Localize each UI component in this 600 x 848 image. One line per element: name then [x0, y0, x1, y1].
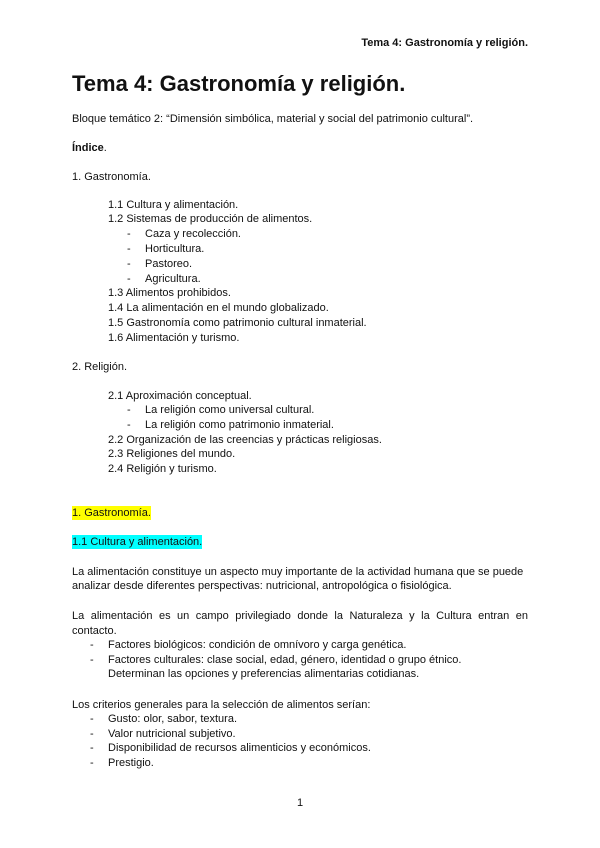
- index-subitem-text: La religión como patrimonio inmaterial.: [145, 419, 334, 431]
- bullet-text: Valor nutricional subjetivo.: [108, 728, 236, 740]
- index-item: 1.6 Alimentación y turismo.: [108, 332, 240, 344]
- index-item: 1.1 Cultura y alimentación.: [108, 199, 239, 211]
- paragraph-line: analizar desde diferentes perspectivas: nutricional, antropológica o fisiológica.: [72, 580, 452, 592]
- bullet-text: Disponibilidad de recursos alimenticios y económicos.: [108, 742, 371, 754]
- bullet-text: Gusto: olor, sabor, textura.: [108, 713, 238, 725]
- index-subitem: [127, 272, 201, 286]
- index-subitem-text: Caza y recolección.: [145, 228, 241, 240]
- index-item: 2. Religión.: [72, 361, 128, 373]
- index-item: 1.4 La alimentación en el mundo globalizado.: [108, 302, 329, 314]
- section-heading-cultura: 1.1 Cultura y alimentación.: [72, 536, 203, 548]
- bullet-item: [90, 712, 238, 726]
- index-subitem: [127, 242, 205, 256]
- index-subitem: [127, 403, 315, 417]
- bullet-text: Factores biológicos: condición de omnívoro y carga genética.: [108, 639, 407, 651]
- dash: -: [90, 639, 94, 651]
- dash: -: [127, 419, 131, 431]
- bullet-item: [90, 756, 154, 770]
- dash: -: [127, 228, 131, 240]
- index-item: 2.1 Aproximación conceptual.: [108, 390, 252, 402]
- dash: -: [90, 728, 94, 740]
- paragraph-line: La alimentación constituye un aspecto muy importante de la actividad humana que se puede: [72, 566, 524, 578]
- index-subitem: [127, 418, 334, 432]
- index-subitem-text: Horticultura.: [145, 243, 205, 255]
- section-heading-gastronomia: 1. Gastronomía.: [72, 507, 151, 519]
- dash: -: [90, 713, 94, 725]
- bullet-text: Factores culturales: clase social, edad, género, identidad o grupo étnico.: [108, 654, 462, 666]
- bullet-item: [90, 727, 236, 741]
- index-subitem: [127, 257, 193, 271]
- index-item: 2.3 Religiones del mundo.: [108, 448, 236, 460]
- dash: -: [127, 404, 131, 416]
- bullet-continuation: Determinan las opciones y preferencias alimentarias cotidianas.: [108, 668, 420, 680]
- index-subitem-text: Pastoreo.: [145, 258, 193, 270]
- index-subitem-text: Agricultura.: [145, 273, 201, 285]
- dash: -: [127, 273, 131, 285]
- index-label: Índice: [72, 142, 104, 154]
- index-item: 1.3 Alimentos prohibidos.: [108, 287, 231, 299]
- page-number: 1: [296, 797, 304, 809]
- index-item: 2.4 Religión y turismo.: [108, 463, 217, 475]
- dash: -: [90, 757, 94, 769]
- subtitle: Bloque temático 2: “Dimensión simbólica, material y social del patrimonio cultural”.: [72, 113, 474, 125]
- index-heading: [72, 141, 107, 155]
- dash: -: [127, 243, 131, 255]
- index-dot: .: [103, 142, 107, 154]
- bullet-item: [90, 638, 407, 652]
- page-title: Tema 4: Gastronomía y religión.: [72, 71, 406, 96]
- index-subitem: [127, 227, 241, 241]
- index-subitem-text: La religión como universal cultural.: [145, 404, 315, 416]
- dash: -: [90, 742, 94, 754]
- paragraph-line: La alimentación es un campo privilegiado donde la Naturaleza y la Cultura entran en: [72, 610, 528, 622]
- bullet-text: Prestigio.: [108, 757, 154, 769]
- index-item: 2.2 Organización de las creencias y prácticas religiosas.: [108, 434, 382, 446]
- dash: -: [127, 258, 131, 270]
- index-item: 1.2 Sistemas de producción de alimentos.: [108, 213, 313, 225]
- bullet-item: [90, 741, 371, 755]
- running-header: Tema 4: Gastronomía y religión.: [361, 37, 528, 49]
- paragraph-line: Los criterios generales para la selección de alimentos serían:: [72, 699, 371, 711]
- index-item: 1. Gastronomía.: [72, 171, 151, 183]
- paragraph-line: contacto.: [72, 625, 117, 637]
- dash: -: [90, 654, 94, 666]
- index-item: 1.5 Gastronomía como patrimonio cultural inmaterial.: [108, 317, 367, 329]
- bullet-item: [90, 653, 462, 667]
